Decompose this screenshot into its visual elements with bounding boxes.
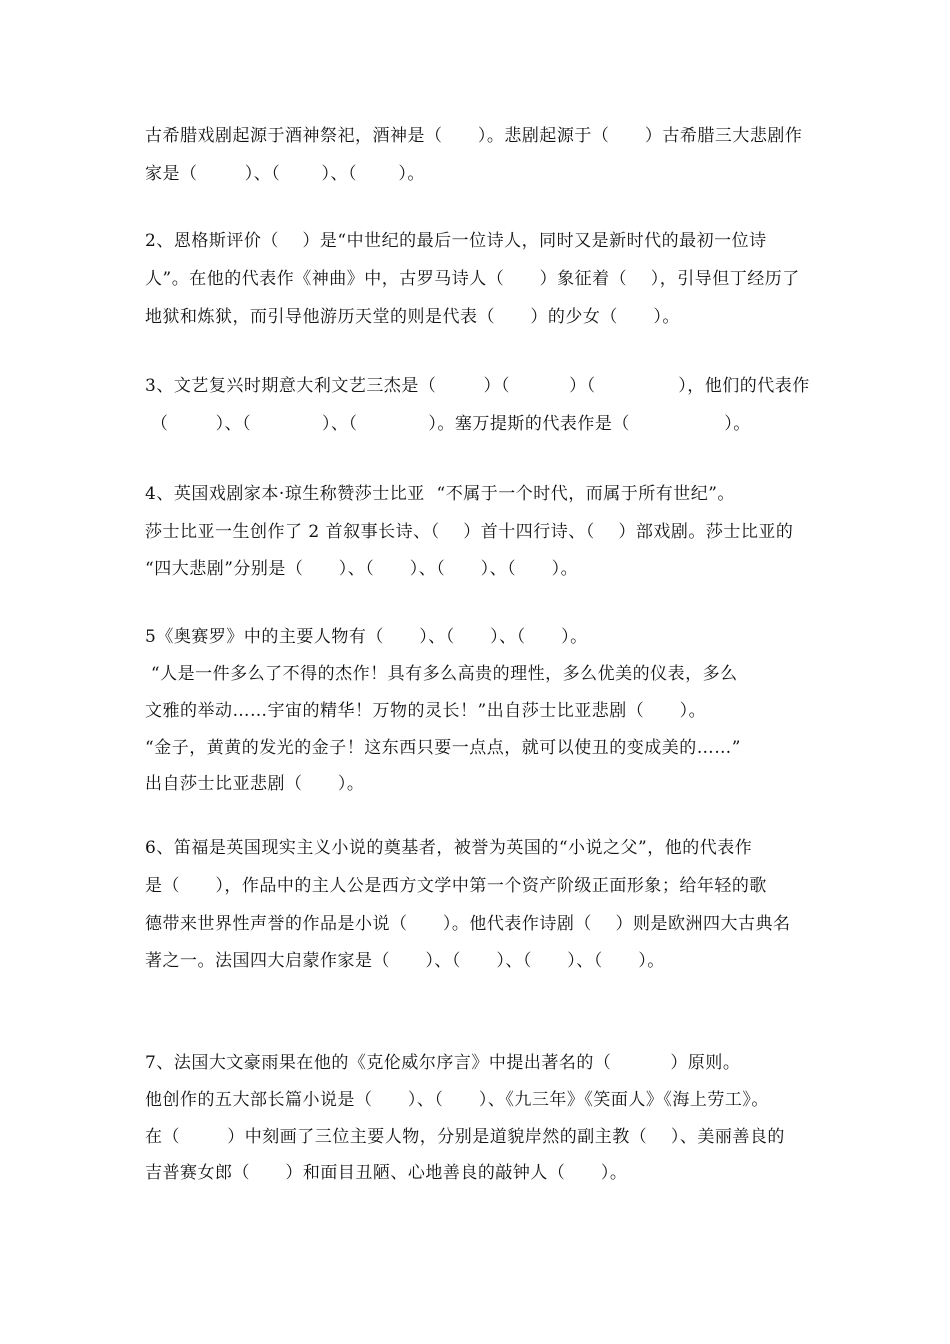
q4-line-2: 莎士比亚一生创作了 2 首叙事长诗、（ ）首十四行诗、（ ）部戏剧。莎士比亚的 <box>145 522 794 542</box>
q7-line-3: 在（ ）中刻画了三位主要人物，分别是道貌岸然的副主教（ ）、美丽善良的 <box>145 1127 785 1147</box>
q4-line-3: “四大悲剧”分别是（ ）、（ ）、（ ）、（ ）。 <box>145 559 579 579</box>
q5-line-2: “人是一件多么了不得的杰作！具有多么高贵的理性，多么优美的仪表，多么 <box>145 664 738 684</box>
q3-line-1: 3、文艺复兴时期意大利文艺三杰是（ ）（ ）（ ），他们的代表作 <box>145 376 810 396</box>
q5-line-1: 5《奥赛罗》中的主要人物有（ ）、（ ）、（ ）。 <box>145 627 588 647</box>
q6-line-1: 6、笛福是英国现实主义小说的奠基者，被誉为英国的“小说之父”，他的代表作 <box>145 838 753 858</box>
q6-line-2: 是（ ），作品中的主人公是西方文学中第一个资产阶级正面形象；给年轻的歌 <box>145 876 767 896</box>
q5-line-3: 文雅的举动……宇宙的精华！万物的灵长！”出自莎士比亚悲剧（ ）。 <box>145 701 707 721</box>
q6-line-4: 著之一。法国四大启蒙作家是（ ）、（ ）、（ ）、（ ）。 <box>145 951 665 971</box>
q1-line-1: 古希腊戏剧起源于酒神祭祀，酒神是（ ）。悲剧起源于（ ）古希腊三大悲剧作 <box>145 126 803 146</box>
q3-line-2: （ ）、（ ）、（ ）。塞万提斯的代表作是（ ）。 <box>145 414 751 434</box>
q2-line-1: 2、恩格斯评价（ ）是“中世纪的最后一位诗人，同时又是新时代的最初一位诗 <box>145 231 767 251</box>
q2-line-2: 人”。在他的代表作《神曲》中，古罗马诗人（ ）象征着（ ），引导但丁经历了 <box>145 269 800 289</box>
q4-line-1: 4、英国戏剧家本·琼生称赞莎士比亚 “不属于一个时代，而属于所有世纪”。 <box>145 484 735 504</box>
q6-line-3: 德带来世界性声誉的作品是小说（ ）。他代表作诗剧（ ）则是欧洲四大古典名 <box>145 914 791 934</box>
q7-line-4: 吉普赛女郎（ ）和面目丑陋、心地善良的敲钟人（ ）。 <box>145 1163 628 1183</box>
q5-line-5: 出自莎士比亚悲剧（ ）。 <box>145 774 365 794</box>
q5-line-4: “金子，黄黄的发光的金子！这东西只要一点点，就可以使丑的变成美的……” <box>145 738 741 758</box>
q1-line-2: 家是（ ）、（ ）、（ ）。 <box>145 164 425 184</box>
q2-line-3: 地狱和炼狱，而引导他游历天堂的则是代表（ ）的少女（ ）。 <box>145 307 680 327</box>
q7-line-1: 7、法国大文豪雨果在他的《克伦威尔序言》中提出著名的（ ）原则。 <box>145 1053 741 1073</box>
q7-line-2: 他创作的五大部长篇小说是（ ）、（ ）、《九三年》《笑面人》《海上劳工》。 <box>145 1090 769 1110</box>
